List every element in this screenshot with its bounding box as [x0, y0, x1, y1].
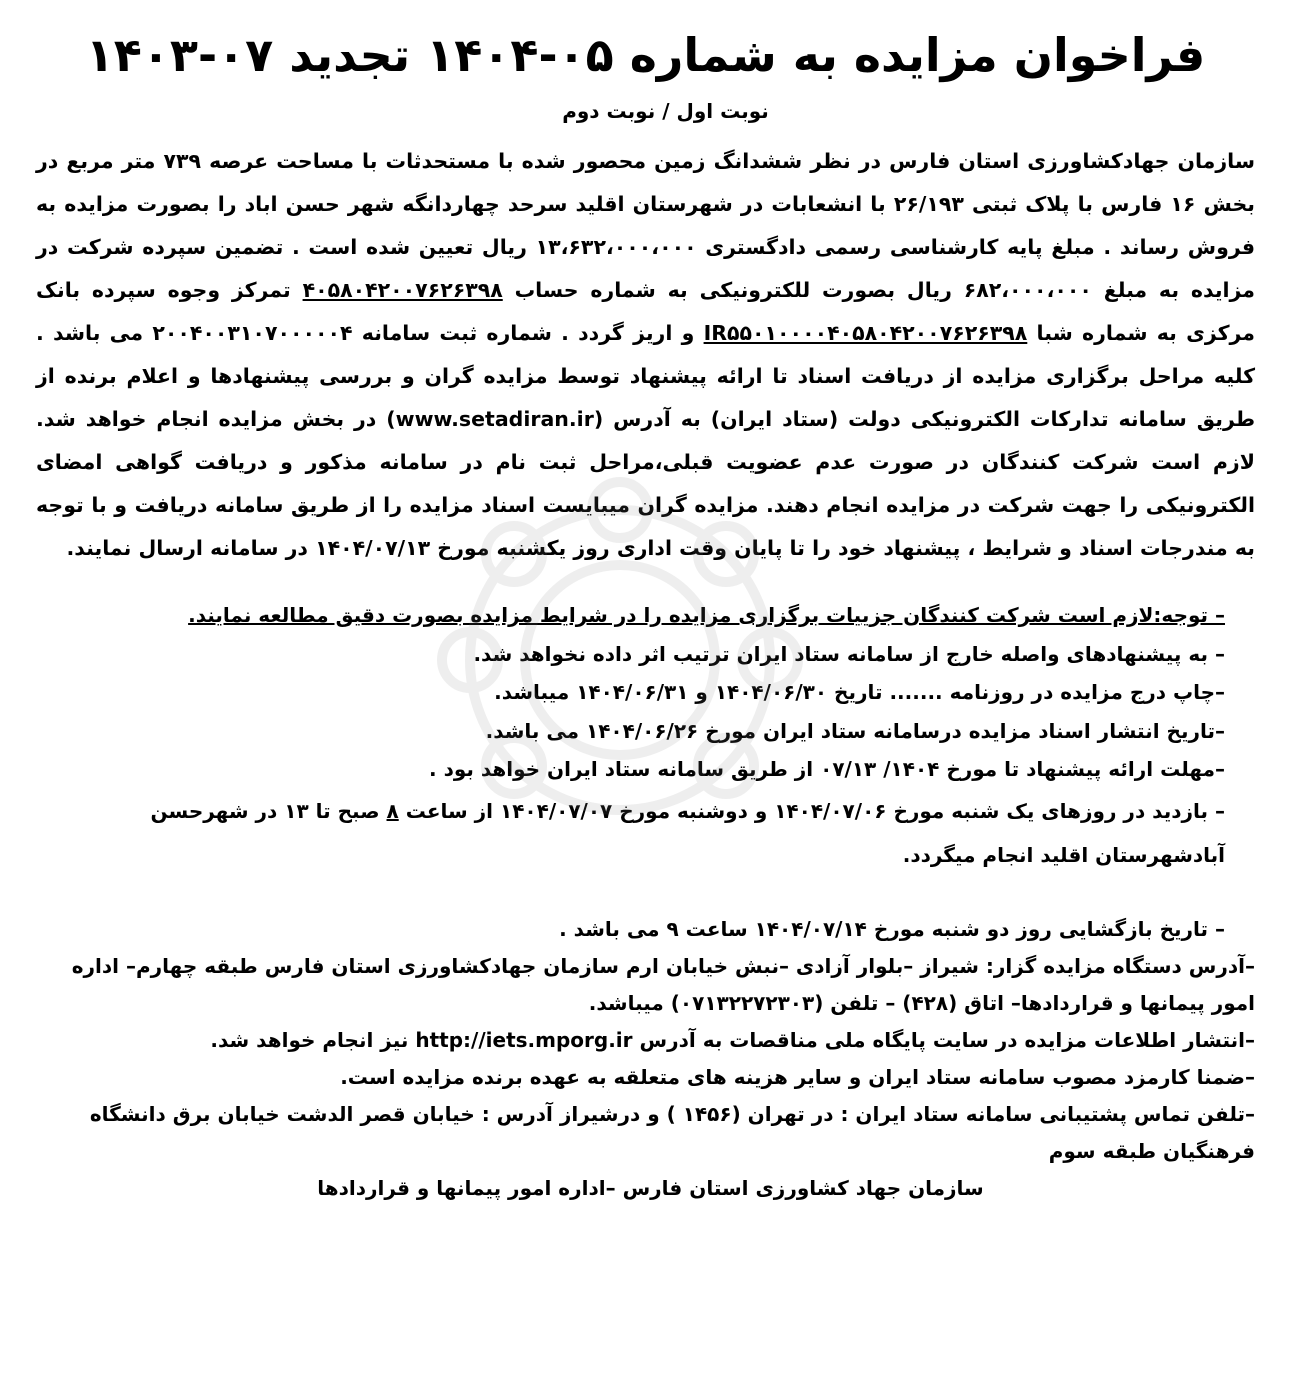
website-link[interactable]: www.setadiran.ir [395, 407, 594, 431]
spacer [36, 877, 1255, 911]
note-item: –چاپ درج مزایده در روزنامه ....... تاریخ ۱۴۰۴/۰۶/۳۰ و ۱۴۰۴/۰۶/۳۱ میباشد. [494, 680, 1225, 704]
signature: سازمان جهاد کشاورزی استان فارس –اداره امور پیمانها و قراردادها [317, 1175, 984, 1200]
page-subtitle: نوبت اول / نوبت دوم [562, 99, 769, 123]
note-item-visit [36, 789, 1255, 877]
visit-text-b: صبح تا ۱۳ در شهرحسن آبادشهرستان اقلید انجام میگردد. [150, 798, 1225, 867]
note-item [36, 596, 1255, 635]
support-phone: –تلفن تماس پشتیبانی سامانه ستاد ایران : در تهران (۱۴۵۶ ) و درشیراز آدرس : خیابان قصر الدشت خیابان برق دانشگاه فرهنگیان طبقه سوم [89, 1101, 1255, 1163]
publication-info [36, 1022, 1255, 1059]
visit-text-a: – بازدید در روزهای یک شنبه مورخ ۱۴۰۴/۰۷/۰۶ و دوشنبه مورخ ۱۴۰۴/۰۷/۰۷ از ساعت [405, 798, 1225, 823]
note-item: – به پیشنهادهای واصله خارج از سامانه ستاد ایران ترتیب اثر داده نخواهد شد. [473, 641, 1225, 666]
note-attention: – توجه:لازم است شرکت کنندگان جزییات برگزاری مزایده را در شرایط مزایده بصورت دقیق مطالعه نمایند. [188, 603, 1225, 627]
fees-note: –ضمنا کارمزد مصوب سامانه ستاد ایران و سایر هزینه های متعلقه به عهده برنده مزایده است. [340, 1064, 1255, 1089]
publication-text-b: نیز انجام خواهد شد. [210, 1027, 409, 1052]
paragraph-part-1: سازمان جهادکشاورزی استان فارس در نظر ششدانگ زمین محصور شده با مستحدثات با مساحت عرصه ۷۳۹ متر مربع در بخش ۱۶ فارس با پلاک ثبتی ۲۶/۱۹۳ با انشعابات در شهرستان اقلید سرحد چهاردانگه شهر حسن اباد را بصورت مزایده به فروش رساند . مبلغ پایه کارشناسی رسمی دادگستری ۱۳،۶۳۲،۰۰۰،۰۰۰ ریال تعیین شده است . تضمین سپرده شرکت در مزایده به مبلغ ۶۸۲،۰۰۰،۰۰۰ ریال بصورت للکترونیکی به شماره حساب [36, 149, 1256, 302]
main-paragraph [36, 140, 1255, 570]
page-title: فراخوان مزایده به شماره ۰۵-۱۴۰۴ تجدید ۰۷-۱۴۰۳ [85, 28, 1206, 82]
visit-hour: ۸ [386, 798, 399, 823]
footer-section [36, 911, 1255, 1207]
note-item: –مهلت ارائه پیشنهاد تا مورخ ۱۴۰۴/ ۰۷/۱۳ از طریق سامانه ستاد ایران خواهد بود . [429, 757, 1225, 781]
publication-text-a: –انتشار اطلاعات مزایده در سایت پایگاه ملی مناقصات به آدرس [639, 1027, 1255, 1052]
opening-date: – تاریخ بازگشایی روز دو شنبه مورخ ۱۴۰۴/۰۷/۱۴ ساعت ۹ می باشد . [559, 916, 1225, 941]
paragraph-part-3: و اریز گردد . شماره ثبت سامانه ۲۰۰۴۰۰۳۱۰۷۰۰۰۰۰۴ می باشد . کلیه مراحل برگزاری مزایده از دریافت اسناد تا ارائه پیشنهاد توسط مزایده گران و بررسی پیشنهادها و اعلام برنده از طریق سامانه تدارکات الکترونیکی دولت (ستاد ایران) به آدرس ( [36, 321, 1256, 431]
note-item: –تاریخ انتشار اسناد مزایده درسامانه ستاد ایران مورخ ۱۴۰۴/۰۶/۲۶ می باشد. [485, 718, 1225, 743]
sheba-number: IR۵۵۰۱۰۰۰۰۴۰۵۸۰۴۲۰۰۷۶۲۶۳۹۸ [703, 321, 1028, 345]
paragraph-part-4: ) در بخش مزایده انجام خواهد شد. لازم است شرکت کنندگان در صورت عدم عضویت قبلی،مراحل ثبت نام در سامانه مذکور و دریافت گواهی امضای الکترونیکی را جهت شرکت در مزایده انجام دهند. مزایده گران میبایست اسناد مزایده را از طریق سامانه دریافت و با توجه به مندرجات اسناد و شرایط ، پیشنهاد خود را تا پایان وقت اداری روز یکشنبه مورخ ۱۴۰۴/۰۷/۱۳ در سامانه ارسال نمایند. [36, 407, 1255, 560]
iets-link[interactable]: http://iets.mporg.ir [415, 1027, 633, 1052]
organizer-address: –آدرس دستگاه مزایده گزار: شیراز –بلوار آزادی –نبش خیابان ارم سازمان جهادکشاورزی استان فارس طبقه چهارم– اداره امور پیمانها و قراردادها– اتاق (۴۲۸) – تلفن (۰۷۱۳۲۲۷۲۳۰۳) میباشد. [71, 953, 1255, 1015]
account-number: ۴۰۵۸۰۴۲۰۰۷۶۲۶۳۹۸ [302, 278, 503, 302]
paragraph-part-2: تمرکز وجوه سپرده بانک مرکزی به شماره شبا [36, 278, 1255, 345]
notes-list [36, 596, 1255, 877]
